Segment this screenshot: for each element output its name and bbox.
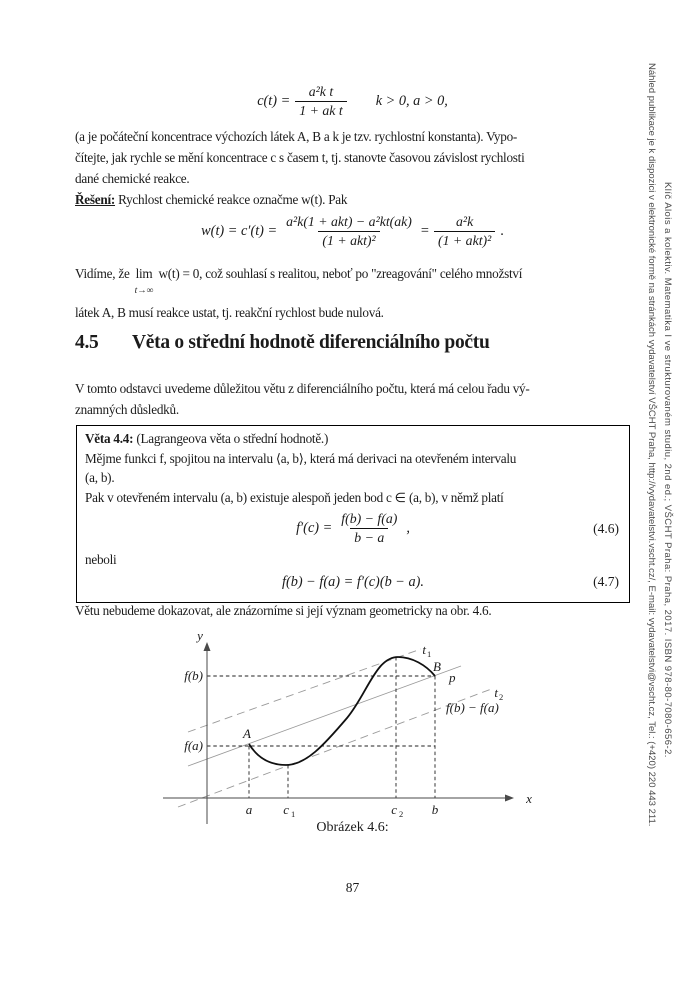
equation-body: f(b) − f(a) = f′(c)(b − a). [281, 573, 425, 590]
fraction [337, 511, 401, 546]
paragraph-limit [75, 263, 630, 323]
equals-sign: = [420, 223, 429, 239]
fraction-denominator: (1 + akt)² [434, 231, 495, 249]
equation-4-6 [85, 511, 621, 546]
text-neboli: neboli [85, 552, 117, 567]
p-label: p [449, 670, 456, 685]
equation-concentration [75, 84, 630, 119]
period: . [500, 223, 504, 239]
margin-citation: Klíč Alois a kolektiv. Matematika I ve strukturovaném studiu, 2nd ed.; VŠCHT Praha: Praha, 2017. ISBN 978-80-7080-656-2. [662, 182, 673, 758]
y-axis-label: y [197, 628, 203, 643]
equation-4-7 [85, 574, 621, 591]
secant-line-p [188, 666, 461, 766]
point-B-label: B [433, 659, 441, 674]
text-line: (a je počáteční koncentrace výchozích látek A, B a k je tzv. rychlostní konstanta). Vypo- [75, 129, 518, 144]
tick-b-label: b [431, 802, 439, 817]
equation-number: (4.7) [593, 574, 619, 589]
t1-subscript: 1 [427, 649, 432, 659]
figure-caption: Obrázek 4.6: [316, 820, 389, 835]
fraction-denominator: b − a [350, 528, 388, 546]
text-line: (a, b). [85, 470, 115, 485]
theorem-name: (Lagrangeova věta o střední hodnotě.) [133, 431, 329, 446]
paragraph-exercise [75, 126, 630, 210]
text-line: Větu nebudeme dokazovat, ale znázorníme si její význam geometricky na obr. 4.6. [75, 603, 492, 618]
tick-c1-subscript: 1 [291, 809, 296, 819]
tick-a-label: a [245, 802, 253, 817]
figure-canvas [155, 626, 545, 845]
lim-subscript: t→∞ [134, 286, 154, 296]
section-title: Věta o střední hodnotě diferenciálního počtu [132, 332, 490, 353]
tick-c2-label: c [391, 802, 397, 817]
paragraph-after-theorem [75, 600, 630, 621]
tick-c2-subscript: 2 [399, 809, 404, 819]
limit-pre-text: Vidíme, že [75, 266, 130, 281]
section-number: 4.5 [75, 332, 99, 353]
t2-subscript: 2 [499, 692, 504, 702]
difference-label: f(b) − f(a) [446, 700, 499, 715]
fraction-numerator: a²k [456, 214, 474, 229]
text-line-solution [75, 189, 630, 210]
solution-label: Řešení: [75, 192, 116, 207]
text-line: znamných důsledků. [75, 402, 179, 417]
theorem-title [85, 429, 621, 449]
fb-label: f(b) [184, 668, 203, 683]
theorem-label: Věta 4.4: [85, 431, 134, 446]
figure-mean-value-theorem [155, 626, 545, 845]
equation-rate [75, 214, 630, 249]
text-line: V tomto odstavci uvedeme důležitou větu z diferenciálního počtu, která má celou řadu vý- [75, 381, 530, 396]
solution-text: Rychlost chemické reakce označme w(t). Pak [115, 192, 348, 207]
tick-c1-label: c [283, 802, 289, 817]
equation-conditions: k > 0, a > 0, [375, 93, 448, 109]
page-number: 87 [345, 880, 360, 895]
fraction [295, 84, 346, 119]
limit-operator [135, 263, 154, 302]
text-line-limit [75, 263, 630, 302]
point-A-label: A [243, 726, 251, 741]
fraction-numerator: f(b) − f(a) [341, 511, 398, 526]
fa-label: f(a) [184, 738, 203, 753]
text-line: dané chemické reakce. [75, 171, 190, 186]
equation-number: (4.6) [593, 520, 619, 536]
text-line: čítejte, jak rychle se mění koncentrace c s časem t, tj. stanovte časovou závislost rychlosti [75, 150, 525, 165]
x-axis-label: x [526, 791, 532, 806]
limit-post-text: w(t) = 0, což souhlasí s realitou, neboť po "zreagování" celého množství [158, 266, 523, 281]
t1-label: t [422, 642, 426, 657]
function-curve [249, 657, 435, 765]
theorem-box [76, 425, 630, 603]
equation-lhs: f′(c) = [296, 520, 333, 536]
equation-lhs: c(t) = [257, 93, 291, 109]
section-heading [75, 332, 490, 354]
comma: , [406, 520, 410, 536]
equation-lhs: w(t) = c′(t) = [201, 223, 278, 239]
y-axis-arrow [204, 642, 211, 651]
lim-symbol: lim [135, 266, 153, 281]
fraction-numerator: a²k(1 + akt) − a²kt(ak) [286, 214, 412, 229]
text-line: Mějme funkci f, spojitou na intervalu ⟨a, b⟩, která má derivaci na otevřeném intervalu [85, 450, 517, 466]
margin-publisher-note: Náhled publikace je k dispozici v elektronické formě na stránkách vydavatelství VŠCHT Praha, http://vydavatelstvi.vscht.cz/, E-mail: vydavatelstvi@vscht.cz, Tel.: (+420) 220 443 211. [646, 63, 657, 827]
fraction [282, 214, 416, 249]
text-line: látek A, B musí reakce ustat, tj. reakční rychlost bude nulová. [75, 305, 384, 320]
fraction [434, 214, 495, 249]
fraction-denominator: (1 + akt)² [318, 231, 379, 249]
fraction-denominator: 1 + ak t [295, 101, 346, 119]
x-axis-arrow [505, 795, 514, 802]
fraction-numerator: a²k t [308, 84, 334, 99]
paragraph-section-intro [75, 378, 630, 420]
text-line: Pak v otevřeném intervalu (a, b) existuje alespoň jeden bod c ∈ (a, b), v němž platí [85, 489, 504, 505]
t2-label: t [494, 685, 498, 700]
